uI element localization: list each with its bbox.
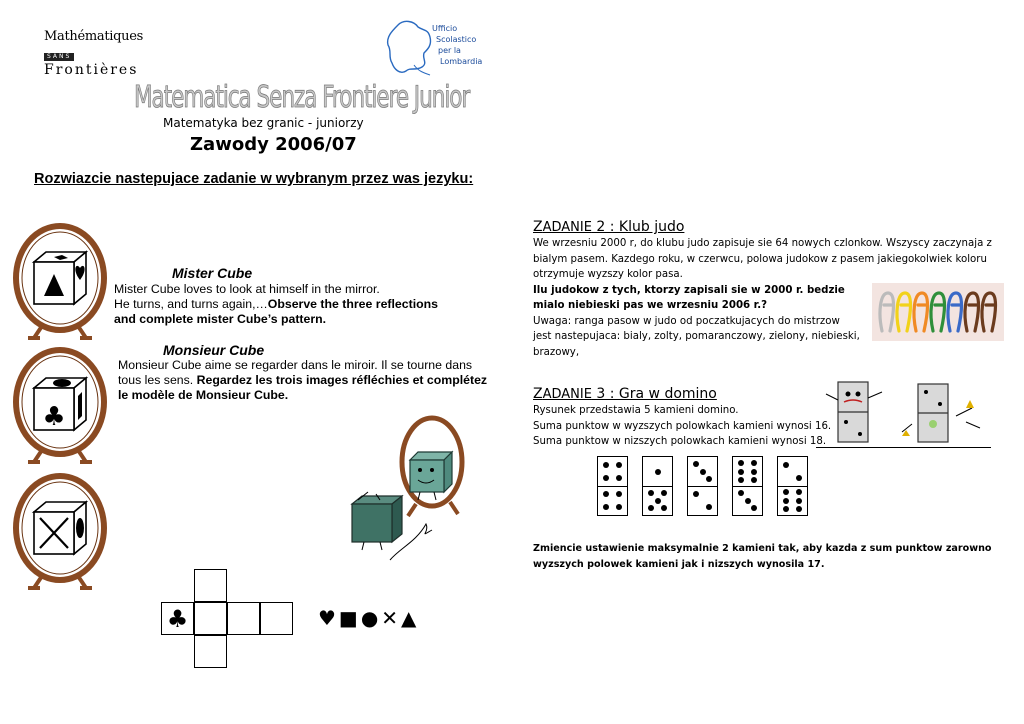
fr-line-1: Monsieur Cube aime se regarder dans le miroir. Il se tourne dans: [118, 358, 473, 372]
domino-1-bottom-half: [598, 486, 627, 515]
monsieur-cube-title: Monsieur Cube: [163, 342, 265, 358]
domino-pip: [706, 504, 712, 510]
club-icon: ♣: [166, 604, 189, 633]
z3-title-rest: 3 : Gra w domino: [591, 386, 717, 402]
usr-logo-line4: Lombardia: [440, 57, 483, 66]
mirror-1-illustration: [10, 222, 112, 342]
domino-pip: [738, 460, 744, 466]
z2-note-1: Uwaga: ranga pasow w judo od poczatkujacych do mistrzow: [533, 315, 840, 327]
domino-5-bottom-half: [778, 486, 807, 515]
domino-5[interactable]: [777, 456, 808, 516]
domino-pip: [796, 489, 802, 495]
en-line-2-bold: Observe the three reflections: [267, 297, 438, 311]
domino-pip: [616, 475, 622, 481]
monsieur-cube-french-text: [118, 358, 487, 403]
zadanie-3-final-task: [533, 541, 992, 572]
msf-logo-line1: Mathématiques: [44, 29, 143, 44]
domino-pip: [738, 469, 744, 475]
svg-text:♣: ♣: [42, 402, 66, 432]
mirror-2-illustration: [10, 346, 112, 470]
domino-4-bottom-half: [733, 486, 762, 515]
domino-pip: [700, 469, 706, 475]
zadanie-2-title: [533, 219, 684, 235]
domino-4[interactable]: [732, 456, 763, 516]
mister-cube-character-illustration: [346, 412, 474, 568]
z3-title-smallcaps: ADANIE: [542, 387, 592, 402]
domino-characters-illustration: [816, 378, 988, 448]
z2-line-2: bialym pasem. Kazdego roku, w czerwcu, polowa judokow z pasem jakiegokolwiek koloru: [533, 253, 987, 265]
instruction: Rozwiazcie nastepujace zadanie w wybranym przez was jezyku:: [34, 171, 474, 187]
net-cell-center[interactable]: [194, 602, 227, 635]
domino-pip: [796, 506, 802, 512]
final-line-1: Zmiencie ustawienie maksymalnie 2 kamieni tak, aby kazda z sum punktow zarowno: [533, 543, 992, 554]
domino-pip: [751, 460, 757, 466]
domino-5-top-half: [778, 457, 807, 487]
domino-pip: [661, 490, 667, 496]
fr-line-2: [118, 373, 487, 388]
domino-pip: [616, 462, 622, 468]
net-cell-left[interactable]: [161, 602, 194, 635]
domino-3-top-half: [688, 457, 717, 487]
z3-line-2: Suma punktow w wyzszych polowkach kamieni wynosi 16.: [533, 420, 832, 432]
domino-pip: [783, 506, 789, 512]
domino-2-bottom-half: [643, 486, 672, 515]
net-cell-right[interactable]: [227, 602, 260, 635]
z2-title-prefix: Z: [533, 219, 543, 235]
en-line-2-plain: He turns, and turns again,…: [114, 297, 268, 311]
domino-pip: [603, 491, 609, 497]
z2-line-3: otrzymuje wyzszy kolor pasa.: [533, 269, 683, 280]
domino-pip: [751, 477, 757, 483]
domino-pip: [796, 498, 802, 504]
z2-line-1: We wrzesniu 2000 r, do klubu judo zapisuje sie 64 nowych czlonkow. Wszyscy zaczynaja z: [533, 238, 992, 249]
domino-pip: [655, 498, 661, 504]
z3-title-prefix: Z: [533, 386, 543, 402]
domino-3-bottom-half: [688, 486, 717, 515]
domino-pip: [783, 489, 789, 495]
mister-cube-english-text: [114, 282, 438, 327]
en-line-3: [114, 312, 438, 327]
domino-1-top-half: [598, 457, 627, 487]
net-cell-top[interactable]: [194, 569, 227, 602]
domino-pip: [738, 490, 744, 496]
domino-pip: [616, 504, 622, 510]
domino-2-top-half: [643, 457, 672, 487]
msf-logo-line3: Frontières: [44, 62, 139, 78]
usr-lombardia-logo: [384, 17, 494, 79]
msf-logo-line2: SANS: [44, 53, 74, 61]
domino-pip: [796, 475, 802, 481]
net-cell-far-right[interactable]: [260, 602, 293, 635]
domino-pip: [648, 505, 654, 511]
z2-title-rest: 2 : Klub judo: [591, 219, 685, 235]
subtitle: Matematyka bez granic - juniorzy: [163, 116, 364, 130]
fr-line-2-plain: tous les sens.: [118, 373, 197, 387]
symbols-to-place: ♥■●✕▲: [318, 606, 420, 630]
fr-line-3-bold: le modèle de Monsieur Cube.: [118, 388, 289, 402]
domino-pip: [738, 477, 744, 483]
usr-logo-line2: Scolastico: [436, 35, 477, 44]
en-line-2: [114, 297, 438, 312]
zadanie-3-text: [533, 403, 831, 450]
domino-pip: [693, 491, 699, 497]
fr-line-2-bold: Regardez les trois images réfléchies et complétez: [196, 373, 488, 387]
z3-line-1: Rysunek przedstawia 5 kamieni domino.: [533, 405, 739, 416]
domino-pip: [603, 475, 609, 481]
domino-pip: [693, 461, 699, 467]
domino-pip: [783, 462, 789, 468]
cube-net: [161, 569, 295, 669]
z2-note-2: jest nastepujaca: bialy, zolty, pomaranczowy, zielony, niebieski,: [533, 331, 860, 342]
domino-3[interactable]: [687, 456, 718, 516]
zadanie-3-title: [533, 386, 717, 402]
domino-pip: [603, 504, 609, 510]
fr-line-3: [118, 388, 487, 403]
domino-4-top-half: [733, 457, 762, 487]
domino-2[interactable]: [642, 456, 673, 516]
domino-1[interactable]: [597, 456, 628, 516]
domino-pip: [661, 505, 667, 511]
en-line-3-bold: and complete mister Cube’s pattern.: [114, 312, 327, 326]
domino-pip: [655, 469, 661, 475]
contest-title: Zawody 2006/07: [190, 134, 357, 155]
en-line-1: Mister Cube loves to look at himself in the mirror.: [114, 282, 380, 296]
banner-title: Matematica Senza Frontiere Junior: [134, 80, 470, 115]
domino-pip: [783, 498, 789, 504]
domino-pip: [648, 490, 654, 496]
z2-note-3: brazowy,: [533, 346, 580, 358]
msf-logo: [44, 29, 143, 78]
mirror-3-illustration: [10, 472, 112, 596]
mister-cube-title: Mister Cube: [172, 265, 253, 281]
domino-pip: [745, 498, 751, 504]
judo-belts-illustration: [872, 283, 1004, 341]
domino-pip: [706, 476, 712, 482]
domino-pip: [751, 505, 757, 511]
usr-logo-line1: Ufficio: [432, 24, 458, 33]
final-line-2: wyzszych polowek kamieni jak i nizszych wynosila 17.: [533, 558, 825, 570]
usr-logo-line3: per la: [438, 46, 461, 55]
z2-title-smallcaps: ADANIE: [542, 220, 592, 235]
domino-pip: [603, 462, 609, 468]
z2-question-1: Ilu judokow z tych, ktorzy zapisali sie w 2000 r. bedzie: [533, 284, 845, 296]
domino-pip: [751, 469, 757, 475]
z2-question-2: mialo niebieski pas we wrzesniu 2006 r.?: [533, 300, 768, 311]
net-cell-bottom[interactable]: [194, 635, 227, 668]
z3-line-3: Suma punktow w nizszych polowkach kamieni wynosi 18.: [533, 436, 827, 447]
domino-pip: [616, 491, 622, 497]
